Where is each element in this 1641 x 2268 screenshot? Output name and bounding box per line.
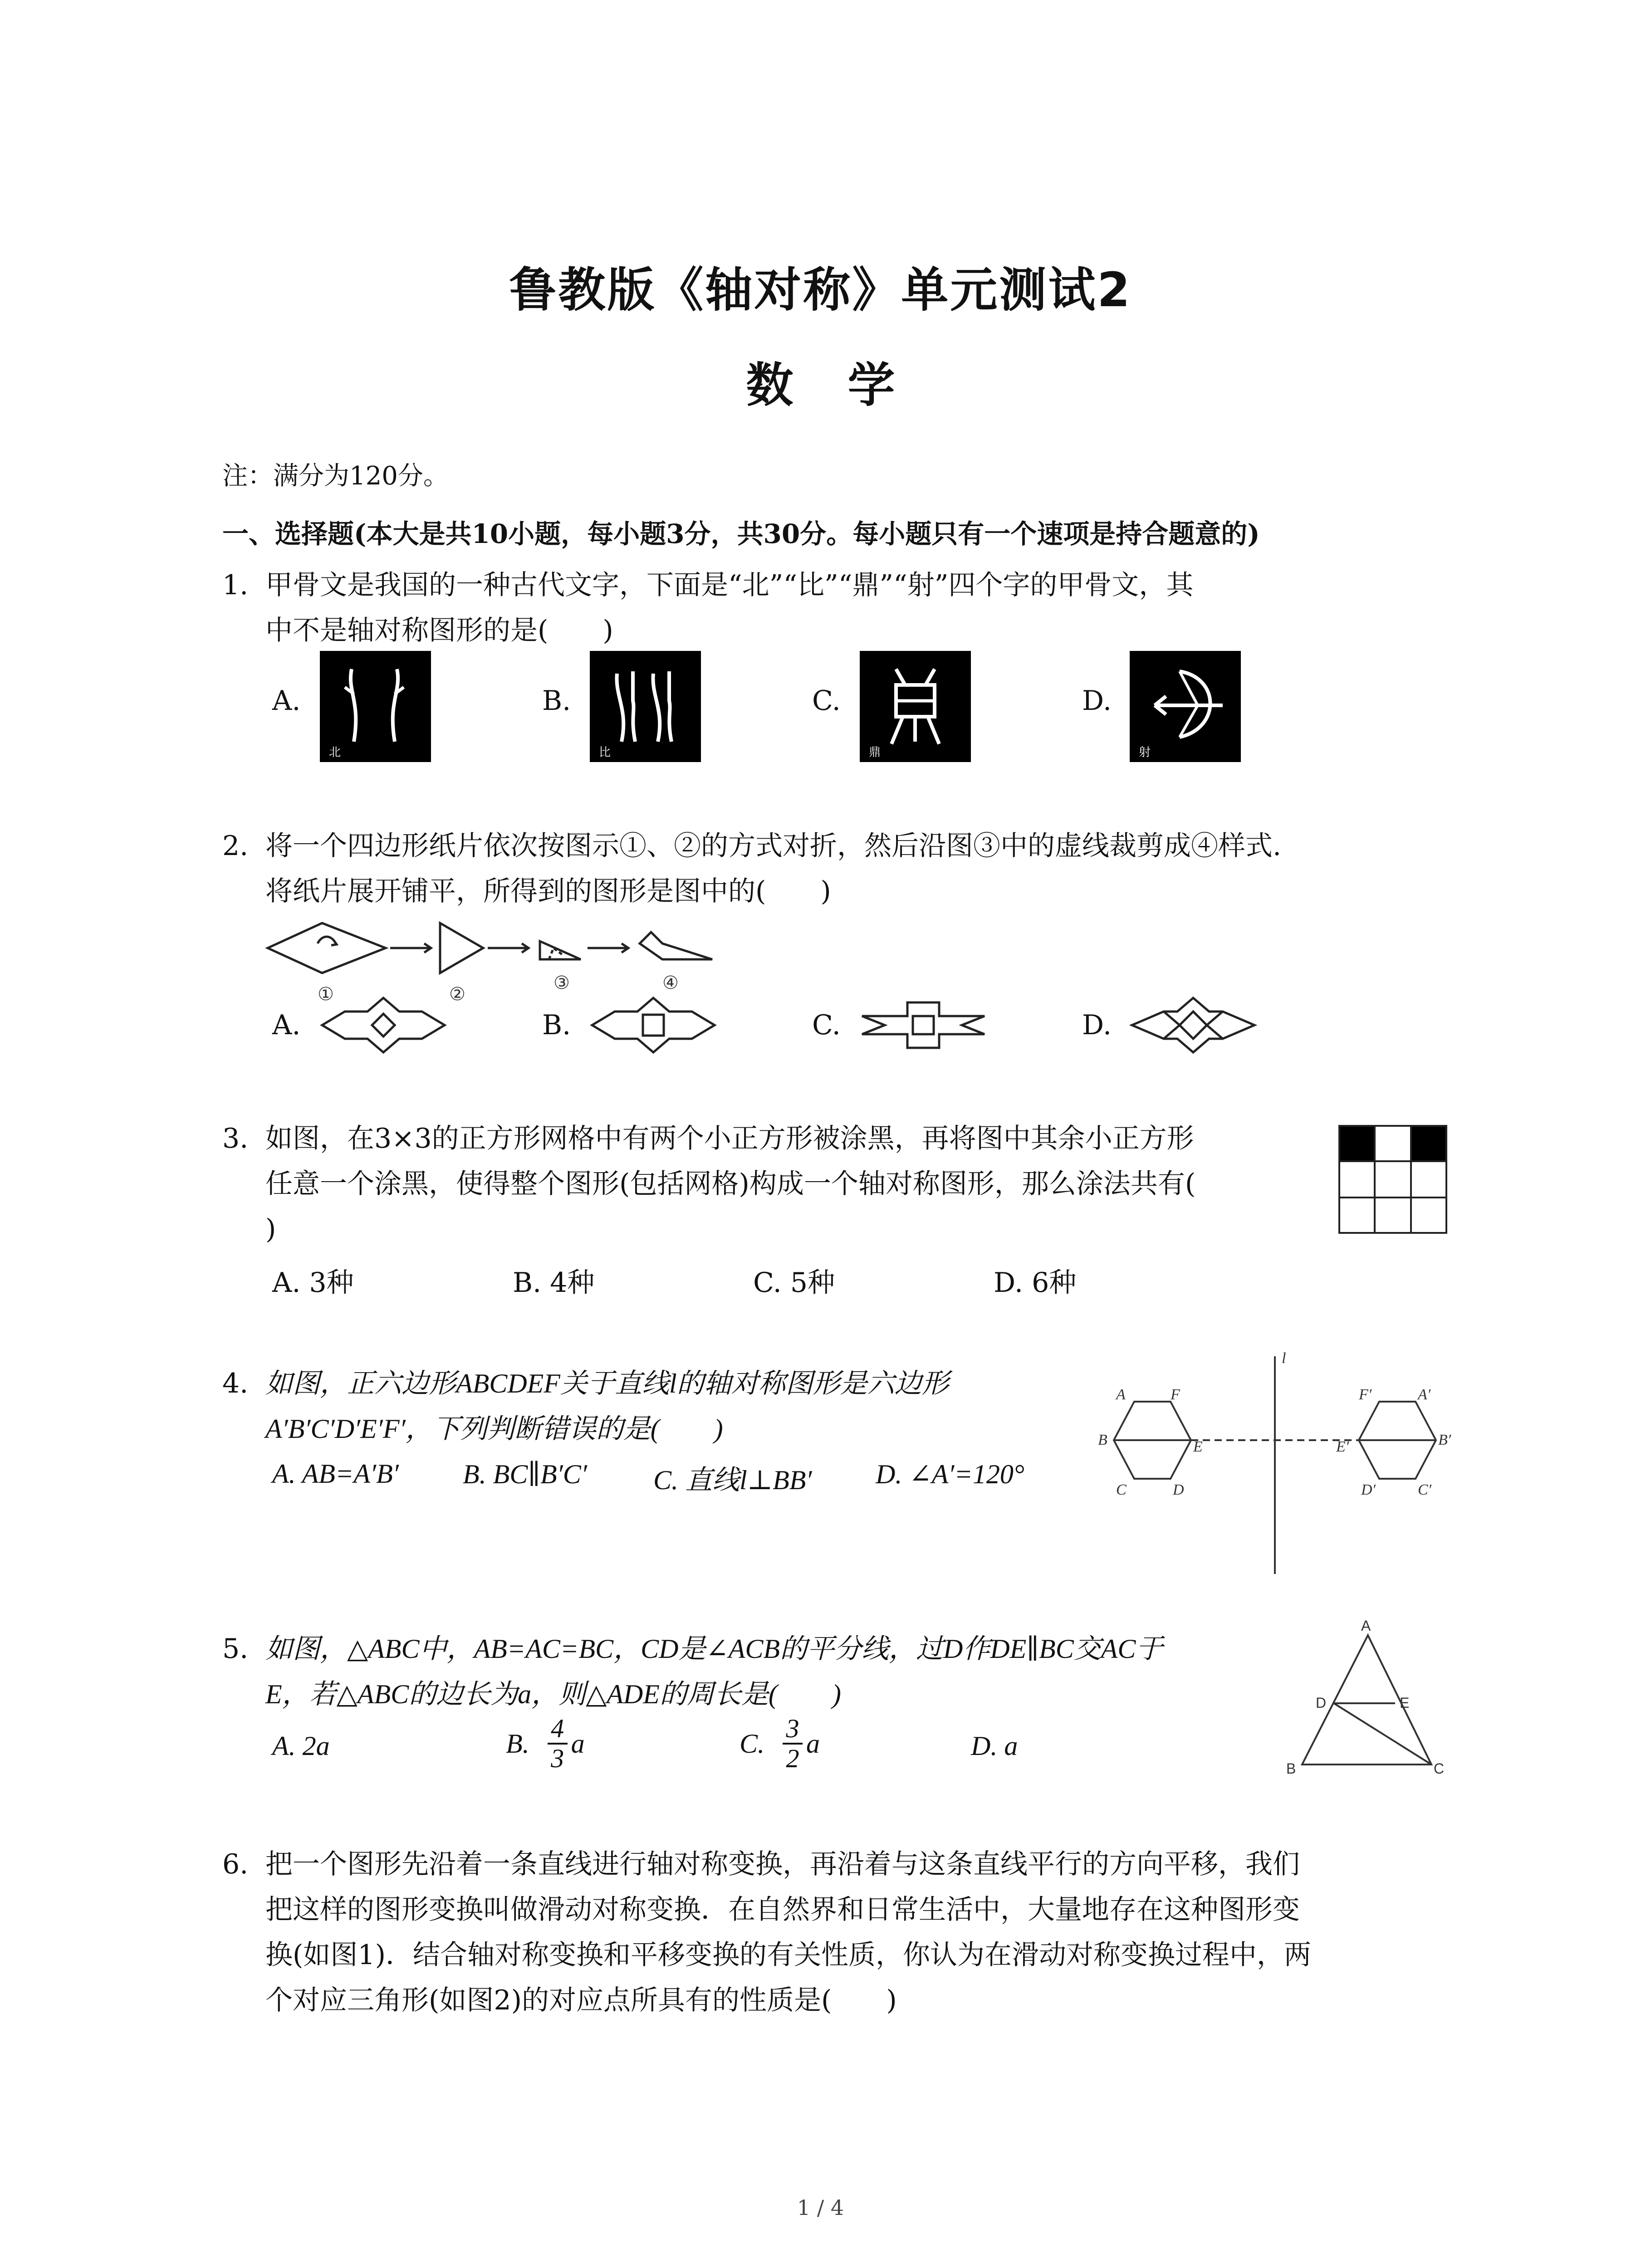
option-b-label[interactable]: B. [542, 1009, 571, 1041]
oracle-bone-bi-image[interactable] [590, 651, 701, 762]
question-number: 2. [222, 830, 249, 862]
fraction [783, 1715, 803, 1773]
question-6 [222, 1842, 1311, 2023]
question-number: 5. [222, 1633, 249, 1665]
question-text: E，若△ABC的边长为a，则△ADE的周长是( ) [265, 1679, 841, 1709]
question-text: 将纸片展开铺平，所得到的图形是图中的( ) [265, 875, 831, 907]
fraction-variable: a [806, 1728, 820, 1759]
question-3 [222, 1116, 1195, 1252]
option-a[interactable]: A. 2a [272, 1731, 330, 1761]
hexagon-reflection-figure [1089, 1343, 1497, 1579]
vertex-label: D [1316, 1695, 1327, 1711]
vertex-label: B′ [1438, 1432, 1451, 1448]
vertex-label: D [1173, 1481, 1184, 1498]
option-a-label[interactable]: A. [272, 685, 301, 717]
option-d[interactable]: D. 6种 [994, 1267, 1077, 1299]
step-label: ④ [662, 973, 679, 993]
glyph-caption: 鼎 [869, 746, 881, 759]
option-letter: C. [740, 1728, 765, 1759]
question-text: 如图，在3×3的正方形网格中有两个小正方形被涂黑，再将图中其余小正方形 [265, 1123, 1194, 1154]
option-d-label[interactable]: D. [1082, 685, 1112, 717]
oracle-bone-bei-image[interactable] [320, 651, 431, 762]
option-d[interactable]: D. ∠A′=120° [876, 1459, 1024, 1489]
glyph-caption: 射 [1139, 746, 1151, 759]
question-number: 1. [222, 569, 249, 601]
option-d[interactable]: D. a [971, 1731, 1018, 1761]
oracle-glyph-icon [590, 651, 701, 762]
oracle-glyph-icon [1130, 651, 1241, 762]
oracle-glyph-icon [320, 651, 431, 762]
option-c-label[interactable]: C. [812, 685, 841, 717]
question-text: 换(如图1)．结合轴对称变换和平移变换的有关性质，你认为在滑动对称变换过程中，两 [265, 1939, 1311, 1971]
question-number: 3. [222, 1123, 249, 1154]
fraction [548, 1715, 568, 1773]
question-2 [222, 823, 1281, 914]
option-b[interactable]: B. 4种 [513, 1267, 595, 1299]
option-d-label[interactable]: D. [1082, 1009, 1112, 1041]
section-heading: 一、选择题(本大是共10小题，每小题3分，共30分。每小题只有一个速项是持合题意的) [222, 518, 1260, 549]
vertex-label: F [1171, 1386, 1180, 1403]
option-b[interactable] [506, 1715, 585, 1773]
option-a[interactable]: A. AB=A′B′ [272, 1459, 399, 1489]
question-text: 如图，△ABC中，AB=AC=BC，CD是∠ACB的平分线，过D作DE∥BC交AC于 [265, 1634, 1163, 1664]
question-text: 把一个图形先沿着一条直线进行轴对称变换，再沿着与这条直线平行的方向平移，我们 [265, 1848, 1300, 1880]
question-number: 6. [222, 1848, 249, 1880]
glyph-caption: 北 [329, 746, 341, 759]
fraction-denominator: 3 [551, 1744, 564, 1773]
grid-3x3-figure [1338, 1125, 1447, 1234]
option-letter: B. [506, 1728, 529, 1759]
triangle-figure [1279, 1619, 1470, 1783]
vertex-label: C [1116, 1481, 1127, 1498]
vertex-label: F′ [1359, 1386, 1372, 1403]
subject-title: 数学 [746, 357, 950, 413]
question-4 [222, 1361, 949, 1452]
vertex-label: D′ [1361, 1481, 1376, 1498]
vertex-label: B [1286, 1760, 1296, 1777]
vertex-label: A [1116, 1386, 1126, 1403]
fraction-variable: a [571, 1728, 585, 1759]
question-text: A′B′C′D′E′F′，下列判断错误的是( ) [265, 1414, 723, 1444]
fraction-denominator: 2 [786, 1744, 799, 1773]
vertex-label: C′ [1418, 1481, 1432, 1498]
option-a-figure[interactable] [318, 991, 449, 1059]
oracle-glyph-icon [860, 651, 971, 762]
option-c-label[interactable]: C. [812, 1009, 841, 1041]
step-label: ② [449, 984, 465, 1005]
vertex-label: E [1400, 1695, 1410, 1711]
vertex-label: B [1098, 1432, 1107, 1448]
glyph-caption: 比 [599, 746, 611, 759]
option-b-figure[interactable] [588, 991, 719, 1059]
step-label: ① [318, 984, 334, 1005]
vertex-label: A [1361, 1618, 1371, 1634]
fraction-numerator: 3 [786, 1714, 799, 1743]
fraction-numerator: 4 [551, 1714, 564, 1743]
option-b-label[interactable]: B. [542, 685, 571, 717]
question-text: 如图，正六边形ABCDEF关于直线l的轴对称图形是六边形 [265, 1369, 949, 1398]
option-a[interactable]: A. 3种 [272, 1267, 354, 1299]
question-text: 任意一个涂黑，使得整个图形(包括网格)构成一个轴对称图形，那么涂法共有( [265, 1168, 1196, 1200]
option-c-figure[interactable] [857, 991, 989, 1059]
option-c[interactable]: C. 直线l⊥BB′ [653, 1465, 812, 1495]
question-5 [222, 1626, 1163, 1717]
oracle-bone-she-image[interactable] [1130, 651, 1241, 762]
option-c[interactable] [740, 1715, 820, 1773]
oracle-bone-ding-image[interactable] [860, 651, 971, 762]
score-note: 注：满分为120分。 [222, 461, 449, 491]
option-c[interactable]: C. 5种 [753, 1267, 835, 1299]
question-text: 个对应三角形(如图2)的对应点所具有的性质是( ) [265, 1984, 897, 2016]
option-b[interactable]: B. BC∥B′C′ [463, 1459, 587, 1489]
page-number: 1 / 4 [797, 2195, 844, 2220]
step-label: ③ [554, 973, 570, 993]
question-text: ) [265, 1213, 276, 1245]
vertex-label: E [1193, 1438, 1203, 1455]
page-title: 鲁教版《轴对称》单元测试2 [509, 262, 1132, 318]
option-a-label[interactable]: A. [272, 1009, 301, 1041]
vertex-label: A′ [1418, 1386, 1431, 1403]
vertex-label: E′ [1336, 1438, 1349, 1455]
question-text: 中不是轴对称图形的是( ) [265, 615, 613, 646]
question-text: 将一个四边形纸片依次按图示①、②的方式对折，然后沿图③中的虚线裁剪成④样式. [265, 830, 1282, 862]
vertex-label: C [1434, 1760, 1445, 1777]
question-number: 4. [222, 1368, 249, 1399]
line-label: l [1282, 1350, 1286, 1367]
option-d-figure[interactable] [1127, 991, 1259, 1059]
question-1 [222, 562, 1193, 653]
question-text: 把这样的图形变换叫做滑动对称变换．在自然界和日常生活中，大量地存在这种图形变 [265, 1894, 1300, 1926]
question-text: 甲骨文是我国的一种古代文字，下面是“北”“比”“鼎”“射”四个字的甲骨文，其 [265, 569, 1194, 601]
